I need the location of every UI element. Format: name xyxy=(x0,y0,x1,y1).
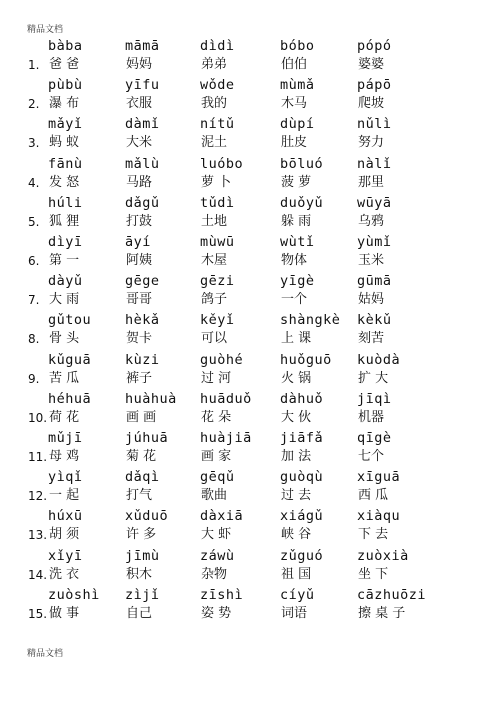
pinyin-text: dàmǐ xyxy=(125,116,160,133)
hanzi-word: 我的 xyxy=(201,96,228,112)
hanzi-word: 许 多 xyxy=(126,527,157,543)
row-number: 4. xyxy=(28,175,40,190)
hanzi-word: 七个 xyxy=(358,449,385,464)
page-header-label: 精品文档 xyxy=(27,25,64,35)
hanzi-word: 菊 花 xyxy=(126,449,157,464)
hanzi-word: 泥土 xyxy=(201,135,228,151)
pinyin-text: gēge xyxy=(125,273,160,290)
pinyin-text: nǔlì xyxy=(357,116,392,133)
pinyin-text: āyí xyxy=(125,234,151,250)
row-number: 3. xyxy=(28,136,40,151)
hanzi-word: 祖 国 xyxy=(281,566,312,582)
hanzi-word: 乌鸦 xyxy=(358,213,385,229)
hanzi-word: 峡 谷 xyxy=(281,527,312,543)
pinyin-text: dùpí xyxy=(280,116,315,133)
row-number: 9. xyxy=(28,371,40,386)
word-row xyxy=(0,469,500,509)
pinyin-text: júhuā xyxy=(125,430,169,446)
row-number: 7. xyxy=(28,293,40,308)
pinyin-text: wùtǐ xyxy=(280,234,315,250)
row-number: 6. xyxy=(28,254,40,268)
hanzi-word: 弟弟 xyxy=(201,57,228,72)
pinyin-text: guòqù xyxy=(280,469,324,486)
word-row xyxy=(0,312,500,352)
pinyin-text: gēqǔ xyxy=(200,469,235,486)
hanzi-word: 杂物 xyxy=(201,566,228,582)
pinyin-text: yīfu xyxy=(125,77,160,94)
pinyin-text: huāduǒ xyxy=(200,390,252,407)
hanzi-word: 肚皮 xyxy=(281,135,308,151)
hanzi-word: 哥哥 xyxy=(126,292,153,308)
hanzi-word: 画 画 xyxy=(126,409,157,425)
hanzi-word: 胡 须 xyxy=(49,527,80,543)
hanzi-word: 过 去 xyxy=(281,488,312,504)
pinyin-text: gūmā xyxy=(357,273,392,290)
hanzi-word: 爬坡 xyxy=(358,96,385,112)
pinyin-text: fānù xyxy=(48,155,83,172)
hanzi-word: 扩 大 xyxy=(358,370,389,386)
word-row xyxy=(0,234,500,274)
hanzi-word: 洗 衣 xyxy=(49,566,80,582)
pinyin-text: húxū xyxy=(48,508,83,525)
hanzi-word: 加 法 xyxy=(281,449,312,464)
pinyin-text: zìjǐ xyxy=(125,586,160,603)
word-row xyxy=(0,195,500,235)
hanzi-word: 爸 爸 xyxy=(49,57,80,72)
pinyin-text: jīqì xyxy=(357,390,392,407)
pinyin-text: dìdì xyxy=(200,38,235,54)
pinyin-text: bóbo xyxy=(280,38,315,54)
hanzi-word: 伯伯 xyxy=(281,57,308,72)
hanzi-word: 狐 狸 xyxy=(49,213,80,229)
pinyin-text: jīmù xyxy=(125,547,160,564)
hanzi-word: 做 事 xyxy=(49,605,80,621)
hanzi-word: 大米 xyxy=(126,135,153,151)
pinyin-text: dàxiā xyxy=(200,508,244,525)
pinyin-text: bōluó xyxy=(280,155,324,172)
pinyin-text: dàhuǒ xyxy=(280,390,324,407)
hanzi-word: 努力 xyxy=(358,135,385,151)
pinyin-text: mùwū xyxy=(200,234,235,250)
hanzi-word: 一个 xyxy=(281,292,308,308)
word-row xyxy=(0,548,500,588)
hanzi-word: 荷 花 xyxy=(49,409,80,425)
word-row xyxy=(0,273,500,313)
hanzi-word: 可以 xyxy=(201,331,228,347)
pinyin-text: wūyā xyxy=(357,194,392,211)
hanzi-word: 木马 xyxy=(281,96,308,112)
row-number: 11. xyxy=(28,450,48,464)
hanzi-word: 妈妈 xyxy=(126,57,153,72)
pinyin-text: qīgè xyxy=(357,430,392,446)
pinyin-text: kuòdà xyxy=(357,351,401,368)
hanzi-word: 歌曲 xyxy=(201,488,228,504)
pinyin-text: xǔduō xyxy=(125,508,169,525)
word-row xyxy=(0,508,500,548)
hanzi-word: 阿姨 xyxy=(126,253,153,268)
row-number: 12. xyxy=(28,489,48,504)
hanzi-word: 一 起 xyxy=(49,488,80,504)
pinyin-text: mǎyǐ xyxy=(48,116,83,133)
hanzi-word: 贺卡 xyxy=(126,331,153,347)
hanzi-word: 瀑 布 xyxy=(49,96,80,112)
hanzi-word: 玉米 xyxy=(358,253,385,268)
pinyin-text: pápō xyxy=(357,77,392,94)
word-row xyxy=(0,38,500,78)
pinyin-text: zǔguó xyxy=(280,547,324,564)
hanzi-word: 第 一 xyxy=(49,253,80,268)
hanzi-word: 坐 下 xyxy=(358,566,389,582)
word-row xyxy=(0,587,500,627)
pinyin-text: jiāfǎ xyxy=(280,430,324,446)
pinyin-text: dìyī xyxy=(48,234,83,250)
pinyin-text: kǔguā xyxy=(48,351,92,368)
hanzi-word: 母 鸡 xyxy=(49,449,80,464)
row-number: 10. xyxy=(28,410,48,425)
pinyin-text: mùmǎ xyxy=(280,77,315,94)
pinyin-text: zīshì xyxy=(200,586,244,603)
pinyin-text: nítǔ xyxy=(200,116,235,133)
hanzi-word: 大 虾 xyxy=(201,527,232,543)
word-row xyxy=(0,116,500,156)
hanzi-word: 马路 xyxy=(126,174,153,190)
pinyin-text: zuòshì xyxy=(48,586,100,603)
hanzi-word: 菠 萝 xyxy=(281,174,312,190)
pinyin-text: xīguā xyxy=(357,469,401,486)
pinyin-text: xiàqu xyxy=(357,508,401,525)
pinyin-text: cāzhuōzi xyxy=(357,586,427,603)
row-number: 13. xyxy=(28,528,48,543)
hanzi-word: 萝 卜 xyxy=(201,174,232,190)
row-number: 2. xyxy=(28,97,40,112)
pinyin-text: pùbù xyxy=(48,77,83,94)
hanzi-word: 骨 头 xyxy=(49,331,80,347)
hanzi-word: 词语 xyxy=(281,605,308,621)
pinyin-text: mǎlù xyxy=(125,155,160,172)
word-row xyxy=(0,430,500,470)
pinyin-text: tǔdì xyxy=(200,194,235,211)
row-number: 15. xyxy=(28,606,48,621)
pinyin-text: dǎgǔ xyxy=(125,194,160,211)
hanzi-word: 大 伙 xyxy=(281,409,312,425)
row-number: 1. xyxy=(28,58,40,72)
word-row xyxy=(0,391,500,431)
hanzi-word: 姑妈 xyxy=(358,292,385,308)
hanzi-word: 躲 雨 xyxy=(281,213,312,229)
pinyin-text: huǒguō xyxy=(280,351,332,368)
hanzi-word: 苦 瓜 xyxy=(49,370,80,386)
hanzi-word: 衣服 xyxy=(126,96,153,112)
pinyin-text: wǒde xyxy=(200,77,235,94)
hanzi-word: 自己 xyxy=(126,605,153,621)
pinyin-text: huàjiā xyxy=(200,430,252,446)
hanzi-word: 下 去 xyxy=(358,527,389,543)
hanzi-word: 打鼓 xyxy=(126,213,153,229)
pinyin-text: yìqǐ xyxy=(48,469,83,486)
pinyin-text: kèkǔ xyxy=(357,312,392,329)
hanzi-word: 鸽子 xyxy=(201,292,228,308)
row-number: 14. xyxy=(28,567,48,582)
pinyin-text: zuòxià xyxy=(357,547,409,564)
hanzi-word: 蚂 蚁 xyxy=(49,135,80,151)
hanzi-word: 刻苦 xyxy=(358,331,385,347)
hanzi-word: 西 瓜 xyxy=(358,488,389,504)
hanzi-word: 土地 xyxy=(201,213,228,229)
pinyin-text: guòhé xyxy=(200,351,244,368)
pinyin-text: kěyǐ xyxy=(200,312,235,329)
pinyin-text: bàba xyxy=(48,38,83,54)
hanzi-word: 火 锅 xyxy=(281,370,312,386)
pinyin-text: gēzi xyxy=(200,273,235,290)
hanzi-word: 机器 xyxy=(358,409,385,425)
pinyin-text: huàhuà xyxy=(125,390,177,407)
pinyin-text: xǐyī xyxy=(48,547,83,564)
pinyin-text: kùzi xyxy=(125,351,160,368)
hanzi-word: 姿 势 xyxy=(201,605,232,621)
pinyin-text: húli xyxy=(48,194,83,211)
hanzi-word: 裤子 xyxy=(126,370,153,386)
hanzi-word: 木屋 xyxy=(201,253,228,268)
hanzi-word: 打气 xyxy=(126,488,153,504)
hanzi-word: 大 雨 xyxy=(49,292,80,308)
pinyin-text: gǔtou xyxy=(48,312,92,329)
pinyin-text: hèkǎ xyxy=(125,312,160,329)
hanzi-word: 上 课 xyxy=(281,331,312,347)
pinyin-text: cíyǔ xyxy=(280,586,315,603)
pinyin-text: duǒyǔ xyxy=(280,194,324,211)
pinyin-text: luóbo xyxy=(200,155,244,172)
pinyin-text: māmā xyxy=(125,38,160,54)
word-row xyxy=(0,77,500,117)
pinyin-text: dǎqì xyxy=(125,469,160,486)
hanzi-word: 发 怒 xyxy=(49,174,80,190)
hanzi-word: 过 河 xyxy=(201,370,232,386)
pinyin-text: yùmǐ xyxy=(357,234,392,250)
hanzi-word: 擦 桌 子 xyxy=(358,605,406,621)
pinyin-text: pópó xyxy=(357,38,392,54)
pinyin-text: záwù xyxy=(200,547,235,564)
pinyin-text: xiágǔ xyxy=(280,508,324,525)
word-row xyxy=(0,352,500,392)
pinyin-text: dàyǔ xyxy=(48,273,83,290)
pinyin-text: mǔjī xyxy=(48,430,83,446)
word-row xyxy=(0,156,500,196)
hanzi-word: 积木 xyxy=(126,566,153,582)
page-footer-label: 精品文档 xyxy=(27,649,64,659)
pinyin-text: yīgè xyxy=(280,273,315,290)
hanzi-word: 那里 xyxy=(358,174,385,190)
hanzi-word: 婆婆 xyxy=(358,57,385,72)
hanzi-word: 物体 xyxy=(281,253,308,268)
row-number: 5. xyxy=(28,214,40,229)
pinyin-text: héhuā xyxy=(48,390,92,407)
row-number: 8. xyxy=(28,332,40,347)
hanzi-word: 花 朵 xyxy=(201,409,232,425)
hanzi-word: 画 家 xyxy=(201,449,232,464)
pinyin-text: nàlǐ xyxy=(357,155,392,172)
pinyin-text: shàngkè xyxy=(280,312,341,329)
